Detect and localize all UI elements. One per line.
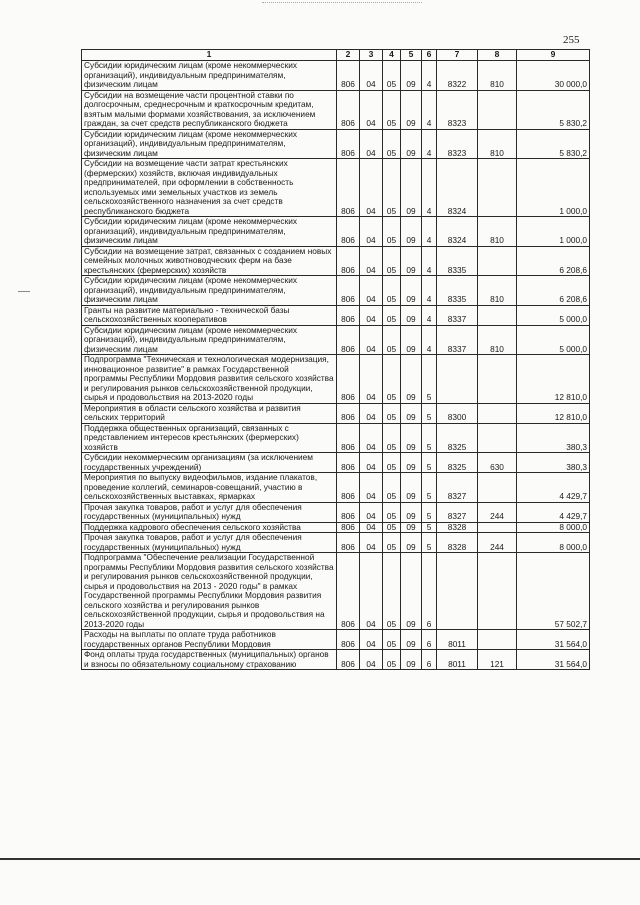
code-cell: 5 [422,403,437,423]
code-cell [478,423,517,453]
code-cell: 8327 [437,502,478,522]
column-header: 7 [437,50,478,61]
code-cell: 4 [422,246,437,276]
row-name-cell: Подпрограмма "Техническая и технологическая модернизация, инновационное развитие" в рамках Государственной программы Республики Мордовия развития сельского хозяйства и регулирования рынков сельскохозяйственной продукции, сырья и продовольствия на 2013-2020 годы [82,355,337,404]
table-row [82,325,590,355]
row-name-cell: Мероприятия по выпуску видеофильмов, издание плакатов, проведение коллегий, семинаров-совещаний, участию в сельскохозяйственных выставках, ярмарках [82,473,337,503]
code-cell: 806 [337,276,360,306]
code-cell: 04 [360,403,383,423]
table-row [82,246,590,276]
code-cell: 05 [383,305,401,325]
code-cell: 09 [401,325,422,355]
code-cell: 8335 [437,276,478,306]
amount-cell: 4 429,7 [517,502,590,522]
code-cell: 8323 [437,90,478,129]
code-cell: 806 [337,90,360,129]
column-header: 8 [478,50,517,61]
code-cell: 09 [401,159,422,217]
amount-cell: 5 830,2 [517,90,590,129]
table-row [82,473,590,503]
code-cell: 8322 [437,61,478,91]
code-cell: 5 [422,355,437,404]
code-cell: 04 [360,650,383,670]
code-cell: 806 [337,553,360,630]
column-header: 4 [383,50,401,61]
code-cell [478,246,517,276]
code-cell: 04 [360,325,383,355]
row-name-cell: Субсидии юридическим лицам (кроме некоммерческих организаций), индивидуальным предпринимателям, физическим лицам [82,217,337,247]
code-cell: 05 [383,61,401,91]
code-cell: 05 [383,423,401,453]
amount-cell: 31 564,0 [517,650,590,670]
row-name-cell: Субсидии на возмещение части процентной ставки по долгосрочным, среднесрочным и краткосрочным кредитам, взятым малыми формами хозяйствования, за исключением граждан, за счет средств республиканского бюджета [82,90,337,129]
code-cell: 4 [422,325,437,355]
code-cell: 806 [337,502,360,522]
table-header-row [82,50,590,61]
table-row [82,159,590,217]
row-name-cell: Субсидии на возмещение затрат, связанных с созданием новых семейных молочных животноводческих ферм на базе крестьянских (фермерских) хозяйств [82,246,337,276]
code-cell [478,553,517,630]
code-cell: 05 [383,630,401,650]
code-cell: 806 [337,453,360,473]
code-cell [478,305,517,325]
code-cell: 806 [337,630,360,650]
code-cell: 810 [478,129,517,159]
code-cell: 05 [383,159,401,217]
amount-cell: 5 830,2 [517,129,590,159]
code-cell: 09 [401,553,422,630]
code-cell: 8337 [437,325,478,355]
table-row [82,90,590,129]
code-cell: 09 [401,630,422,650]
code-cell: 05 [383,650,401,670]
margin-mark [18,291,30,292]
amount-cell: 5 000,0 [517,325,590,355]
amount-cell: 6 208,6 [517,276,590,306]
code-cell: 8328 [437,522,478,533]
code-cell: 04 [360,217,383,247]
amount-cell: 12 810,0 [517,355,590,404]
table-row [82,453,590,473]
column-header: 6 [422,50,437,61]
amount-cell: 30 000,0 [517,61,590,91]
code-cell: 04 [360,305,383,325]
row-name-cell: Субсидии на возмещение части затрат крестьянских (фермерских) хозяйств, включая индивидуальных предпринимателей, при оформлении в собственность используемых ими земельных участков из земель сельскохозяйственного назначения за счет средств республиканского бюджета [82,159,337,217]
amount-cell: 380,3 [517,453,590,473]
code-cell: 05 [383,90,401,129]
amount-cell: 380,3 [517,423,590,453]
code-cell: 09 [401,61,422,91]
code-cell: 5 [422,533,437,553]
code-cell: 04 [360,533,383,553]
code-cell: 8335 [437,246,478,276]
code-cell: 806 [337,355,360,404]
code-cell: 04 [360,246,383,276]
row-name-cell: Субсидии юридическим лицам (кроме некоммерческих организаций), индивидуальным предпринимателям, физическим лицам [82,276,337,306]
table-row [82,305,590,325]
code-cell: 04 [360,473,383,503]
table-row [82,522,590,533]
code-cell: 05 [383,129,401,159]
code-cell [478,522,517,533]
code-cell: 05 [383,522,401,533]
code-cell: 8327 [437,473,478,503]
row-name-cell: Субсидии некоммерческим организациям (за исключением государственных учреждений) [82,453,337,473]
code-cell: 09 [401,276,422,306]
code-cell: 04 [360,553,383,630]
code-cell: 04 [360,61,383,91]
code-cell: 810 [478,217,517,247]
code-cell: 05 [383,502,401,522]
code-cell: 05 [383,403,401,423]
code-cell: 806 [337,403,360,423]
code-cell: 8324 [437,159,478,217]
amount-cell: 31 564,0 [517,630,590,650]
code-cell: 05 [383,473,401,503]
code-cell: 09 [401,650,422,670]
table-row [82,553,590,630]
code-cell: 806 [337,305,360,325]
row-name-cell: Поддержка кадрового обеспечения сельского хозяйства [82,522,337,533]
code-cell: 05 [383,217,401,247]
code-cell [478,159,517,217]
column-header: 3 [360,50,383,61]
code-cell: 8323 [437,129,478,159]
code-cell: 05 [383,246,401,276]
table-row [82,630,590,650]
code-cell: 806 [337,159,360,217]
code-cell: 806 [337,650,360,670]
code-cell: 806 [337,522,360,533]
amount-cell: 6 208,6 [517,246,590,276]
code-cell: 09 [401,473,422,503]
row-name-cell: Прочая закупка товаров, работ и услуг для обеспечения государственных (муниципальных) нужд [82,533,337,553]
code-cell: 04 [360,522,383,533]
amount-cell: 4 429,7 [517,473,590,503]
row-name-cell: Расходы на выплаты по оплате труда работников государственных органов Республики Мордовия [82,630,337,650]
table-row [82,650,590,670]
row-name-cell: Подпрограмма "Обеспечение реализации Государственной программы Республики Мордовия развития сельского хозяйства и регулирования рынков сельскохозяйственной продукции, сырья и продовольствия на 2013 - 2020 годы" в рамках Государственной программы Республики Мордовия развития сельского хозяйства и регулирования рынков сельскохозяйственной продукции, сырья и продовольствия на 2013-2020 годы [82,553,337,630]
code-cell: 806 [337,129,360,159]
code-cell [437,553,478,630]
code-cell: 05 [383,453,401,473]
table-row [82,61,590,91]
code-cell: 8337 [437,305,478,325]
code-cell: 05 [383,355,401,404]
code-cell: 04 [360,129,383,159]
table-row [82,276,590,306]
code-cell: 4 [422,90,437,129]
code-cell: 806 [337,246,360,276]
code-cell: 806 [337,325,360,355]
code-cell: 04 [360,630,383,650]
code-cell: 8325 [437,423,478,453]
code-cell: 4 [422,129,437,159]
code-cell: 8328 [437,533,478,553]
code-cell: 04 [360,423,383,453]
code-cell: 05 [383,553,401,630]
code-cell: 5 [422,453,437,473]
code-cell: 09 [401,502,422,522]
code-cell: 8300 [437,403,478,423]
column-header: 1 [82,50,337,61]
row-name-cell: Мероприятия в области сельского хозяйства и развития сельских территорий [82,403,337,423]
code-cell: 244 [478,502,517,522]
code-cell: 09 [401,246,422,276]
code-cell: 4 [422,217,437,247]
code-cell [478,90,517,129]
row-name-cell: Фонд оплаты труда государственных (муниципальных) органов и взносы по обязательному социальному страхованию [82,650,337,670]
code-cell: 09 [401,533,422,553]
code-cell: 121 [478,650,517,670]
code-cell: 09 [401,90,422,129]
row-name-cell: Поддержка общественных организаций, связанных с представлением интересов крестьянских (фермерских) хозяйств [82,423,337,453]
code-cell [478,630,517,650]
code-cell [437,355,478,404]
code-cell [478,473,517,503]
code-cell: 09 [401,129,422,159]
row-name-cell: Субсидии юридическим лицам (кроме некоммерческих организаций), индивидуальным предпринимателям, физическим лицам [82,325,337,355]
code-cell: 5 [422,473,437,503]
table-row [82,355,590,404]
code-cell: 05 [383,533,401,553]
code-cell: 09 [401,217,422,247]
scan-bottom-edge [0,858,640,860]
code-cell: 806 [337,217,360,247]
table-row [82,502,590,522]
table-row [82,403,590,423]
table-row [82,423,590,453]
code-cell: 4 [422,61,437,91]
code-cell: 04 [360,159,383,217]
scan-top-marks [262,2,422,7]
code-cell: 8324 [437,217,478,247]
code-cell: 8011 [437,650,478,670]
page-number: 255 [563,34,580,46]
code-cell: 09 [401,355,422,404]
code-cell: 810 [478,61,517,91]
table-body [82,61,590,670]
row-name-cell: Прочая закупка товаров, работ и услуг для обеспечения государственных (муниципальных) нужд [82,502,337,522]
code-cell: 806 [337,61,360,91]
code-cell: 4 [422,276,437,306]
table-row [82,533,590,553]
code-cell: 6 [422,553,437,630]
row-name-cell: Субсидии юридическим лицам (кроме некоммерческих организаций), индивидуальным предпринимателям, физическим лицам [82,129,337,159]
code-cell: 5 [422,522,437,533]
amount-cell: 5 000,0 [517,305,590,325]
code-cell: 5 [422,502,437,522]
amount-cell: 1 000,0 [517,159,590,217]
code-cell: 04 [360,453,383,473]
code-cell: 05 [383,325,401,355]
column-header: 5 [401,50,422,61]
amount-cell: 57 502,7 [517,553,590,630]
code-cell: 8325 [437,453,478,473]
amount-cell: 12 810,0 [517,403,590,423]
amount-cell: 8 000,0 [517,533,590,553]
code-cell: 6 [422,630,437,650]
code-cell: 806 [337,473,360,503]
code-cell: 04 [360,502,383,522]
code-cell [478,403,517,423]
code-cell: 04 [360,276,383,306]
amount-cell: 8 000,0 [517,522,590,533]
code-cell: 244 [478,533,517,553]
row-name-cell: Субсидии юридическим лицам (кроме некоммерческих организаций), индивидуальным предпринимателям, физическим лицам [82,61,337,91]
code-cell: 5 [422,423,437,453]
table-row [82,217,590,247]
code-cell: 8011 [437,630,478,650]
code-cell: 810 [478,276,517,306]
code-cell: 6 [422,650,437,670]
amount-cell: 1 000,0 [517,217,590,247]
code-cell: 810 [478,325,517,355]
code-cell: 04 [360,355,383,404]
row-name-cell: Гранты на развитие материально - технической базы сельскохозяйственных кооперативов [82,305,337,325]
code-cell: 09 [401,453,422,473]
code-cell: 09 [401,403,422,423]
code-cell: 04 [360,90,383,129]
code-cell: 630 [478,453,517,473]
code-cell: 806 [337,533,360,553]
column-header: 2 [337,50,360,61]
table-row [82,129,590,159]
code-cell [478,355,517,404]
code-cell: 4 [422,305,437,325]
budget-table [81,49,590,670]
code-cell: 09 [401,423,422,453]
column-header: 9 [517,50,590,61]
code-cell: 09 [401,522,422,533]
code-cell: 09 [401,305,422,325]
code-cell: 4 [422,159,437,217]
code-cell: 806 [337,423,360,453]
code-cell: 05 [383,276,401,306]
